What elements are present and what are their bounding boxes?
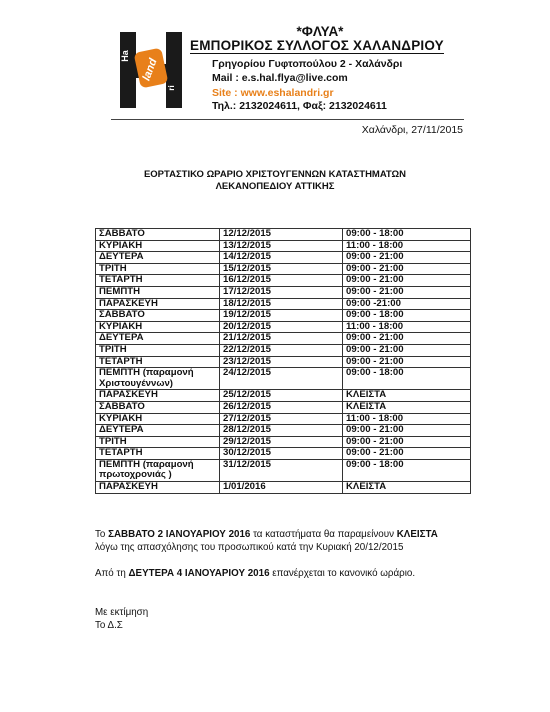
note-text: τα καταστήματα θα παραμείνουν — [250, 529, 397, 540]
title-line-1: ΕΟΡΤΑΣΤΙΚΟ ΩΡΑΡΙΟ ΧΡΙΣΤΟΥΓΕΝΝΩΝ ΚΑΤΑΣΤΗΜΑΤΩΝ — [143, 169, 407, 180]
org-address: Γρηγορίου Γυφτοπούλου 2 - Χαλάνδρι — [212, 58, 403, 70]
table-row — [96, 356, 471, 368]
schedule-day-cell: ΠΑΡΑΣΚΕΥΗ — [96, 390, 220, 402]
table-row — [96, 401, 471, 413]
note-saturday-closed — [95, 528, 515, 541]
schedule-day-cell: ΔΕΥΤΕΡΑ — [96, 252, 220, 264]
schedule-day-cell: ΣΑΒΒΑΤΟ — [96, 310, 220, 322]
note-text: Από τη — [95, 568, 129, 579]
schedule-day-cell: ΚΥΡΙΑΚΗ — [96, 413, 220, 425]
schedule-date-cell: 14/12/2015 — [220, 252, 343, 264]
table-row — [96, 321, 471, 333]
schedule-hours-cell: 11:00 - 18:00 — [343, 321, 471, 333]
title-line-2: ΛΕΚΑΝΟΠΕΔΙΟΥ ΑΤΤΙΚΗΣ — [215, 181, 335, 192]
schedule-date-cell: 18/12/2015 — [220, 298, 343, 310]
schedule-hours-cell: ΚΛΕΙΣΤΑ — [343, 390, 471, 402]
table-row — [96, 425, 471, 437]
schedule-hours-cell: 09:00 - 18:00 — [343, 310, 471, 322]
schedule-date-cell: 26/12/2015 — [220, 401, 343, 413]
schedule-hours-cell: 09:00 - 21:00 — [343, 425, 471, 437]
schedule-date-cell: 28/12/2015 — [220, 425, 343, 437]
table-row — [96, 286, 471, 298]
schedule-date-cell: 30/12/2015 — [220, 448, 343, 460]
schedule-date-cell: 1/01/2016 — [220, 482, 343, 494]
schedule-date-cell: 19/12/2015 — [220, 310, 343, 322]
holiday-schedule-table — [95, 228, 471, 494]
schedule-day-cell: ΠΑΡΑΣΚΕΥΗ — [96, 482, 220, 494]
table-row — [96, 252, 471, 264]
table-row — [96, 390, 471, 402]
table-row — [96, 240, 471, 252]
schedule-hours-cell: 11:00 - 18:00 — [343, 240, 471, 252]
schedule-day-cell: ΣΑΒΒΑΤΟ — [96, 401, 220, 413]
schedule-hours-cell: 09:00 - 21:00 — [343, 344, 471, 356]
table-row — [96, 368, 471, 390]
schedule-date-cell: 24/12/2015 — [220, 368, 343, 390]
schedule-date-cell: 27/12/2015 — [220, 413, 343, 425]
schedule-hours-cell: 09:00 - 21:00 — [343, 286, 471, 298]
schedule-date-cell: 29/12/2015 — [220, 436, 343, 448]
table-row — [96, 482, 471, 494]
schedule-date-cell: 31/12/2015 — [220, 459, 343, 481]
org-mail[interactable]: Mail : e.s.hal.flya@live.com — [212, 72, 348, 84]
logo-word: land — [140, 56, 160, 83]
table-row — [96, 344, 471, 356]
schedule-day-cell: ΠΕΜΠΤΗ (παραμονή πρωτοχρονιάς ) — [96, 459, 220, 481]
schedule-day-cell: ΔΕΥΤΕΡΑ — [96, 425, 220, 437]
table-row — [96, 229, 471, 241]
note-reason: λόγω της απασχόλησης του προσωπικού κατά την Κυριακή 20/12/2015 — [95, 542, 404, 553]
org-full-name-text: ΕΜΠΟΡΙΚΟΣ ΣΥΛΛΟΓΟΣ ΧΑΛΑΝΔΡΙΟΥ — [190, 38, 444, 53]
table-row — [96, 263, 471, 275]
table-row — [96, 298, 471, 310]
schedule-day-cell: ΤΕΤΑΡΤΗ — [96, 275, 220, 287]
closing-regards: Με εκτίμηση — [95, 607, 149, 618]
document-date: Χαλάνδρι, 27/11/2015 — [361, 124, 463, 136]
note-text: επανέρχεται το κανονικό ωράριο. — [269, 568, 416, 579]
schedule-date-cell: 13/12/2015 — [220, 240, 343, 252]
schedule-day-cell: ΠΕΜΠΤΗ — [96, 286, 220, 298]
org-name: *ΦΛΥΑ* — [296, 24, 344, 39]
schedule-day-cell: ΠΑΡΑΣΚΕΥΗ — [96, 298, 220, 310]
note-date-emphasis: ΣΑΒΒΑΤΟ 2 ΙΑΝΟΥΑΡΙΟΥ 2016 — [108, 529, 251, 540]
table-row — [96, 436, 471, 448]
schedule-hours-cell: 09:00 - 18:00 — [343, 229, 471, 241]
note-closed-emphasis: ΚΛΕΙΣΤΑ — [396, 529, 438, 540]
note-text: Το — [95, 529, 109, 540]
table-row — [96, 275, 471, 287]
schedule-hours-cell: 09:00 - 21:00 — [343, 356, 471, 368]
table-row — [96, 310, 471, 322]
schedule-hours-cell: ΚΛΕΙΣΤΑ — [343, 482, 471, 494]
closing-signature: Το Δ.Σ — [95, 620, 123, 631]
schedule-day-cell: ΠΕΜΠΤΗ (παραμονή Χριστουγέννων) — [96, 368, 220, 390]
org-site-link[interactable]: Site : www.eshalandri.gr — [212, 87, 334, 99]
schedule-day-cell: ΤΕΤΑΡΤΗ — [96, 356, 220, 368]
notes-section — [95, 528, 515, 632]
schedule-date-cell: 22/12/2015 — [220, 344, 343, 356]
header-divider — [111, 119, 464, 120]
schedule-date-cell: 17/12/2015 — [220, 286, 343, 298]
schedule-day-cell: ΤΡΙΤΗ — [96, 344, 220, 356]
schedule-day-cell: ΤΡΙΤΗ — [96, 263, 220, 275]
association-logo — [113, 26, 189, 114]
schedule-hours-cell: 09:00 - 21:00 — [343, 448, 471, 460]
schedule-day-cell: ΣΑΒΒΑΤΟ — [96, 229, 220, 241]
schedule-hours-cell: 09:00 - 21:00 — [343, 436, 471, 448]
schedule-hours-cell: 09:00 - 21:00 — [343, 333, 471, 345]
table-row — [96, 448, 471, 460]
schedule-hours-cell: 09:00 - 21:00 — [343, 252, 471, 264]
note-normal-hours — [95, 567, 515, 580]
table-row — [96, 333, 471, 345]
org-phone: Τηλ.: 2132024611, Φαξ: 2132024611 — [212, 100, 387, 112]
schedule-hours-cell: 09:00 - 21:00 — [343, 263, 471, 275]
logo-letters-right: ri — [167, 85, 176, 91]
schedule-hours-cell: 09:00 - 18:00 — [343, 459, 471, 481]
schedule-date-cell: 12/12/2015 — [220, 229, 343, 241]
schedule-hours-cell: 11:00 - 18:00 — [343, 413, 471, 425]
schedule-date-cell: 15/12/2015 — [220, 263, 343, 275]
schedule-day-cell: ΔΕΥΤΕΡΑ — [96, 333, 220, 345]
schedule-hours-cell: 09:00 - 18:00 — [343, 368, 471, 390]
org-full-name — [190, 38, 530, 53]
schedule-date-cell: 21/12/2015 — [220, 333, 343, 345]
schedule-date-cell: 25/12/2015 — [220, 390, 343, 402]
document-title — [60, 169, 490, 193]
schedule-day-cell: ΤΡΙΤΗ — [96, 436, 220, 448]
schedule-hours-cell: 09:00 - 21:00 — [343, 275, 471, 287]
schedule-date-cell: 16/12/2015 — [220, 275, 343, 287]
schedule-day-cell: ΤΕΤΑΡΤΗ — [96, 448, 220, 460]
logo-letters-left: Ha — [120, 50, 130, 62]
schedule-day-cell: ΚΥΡΙΑΚΗ — [96, 321, 220, 333]
table-row — [96, 459, 471, 481]
schedule-date-cell: 20/12/2015 — [220, 321, 343, 333]
schedule-hours-cell: ΚΛΕΙΣΤΑ — [343, 401, 471, 413]
schedule-day-cell: ΚΥΡΙΑΚΗ — [96, 240, 220, 252]
schedule-hours-cell: 09:00 -21:00 — [343, 298, 471, 310]
note-date-emphasis: ΔΕΥΤΕΡΑ 4 ΙΑΝΟΥΑΡΙΟΥ 2016 — [128, 568, 270, 579]
schedule-date-cell: 23/12/2015 — [220, 356, 343, 368]
table-row — [96, 413, 471, 425]
